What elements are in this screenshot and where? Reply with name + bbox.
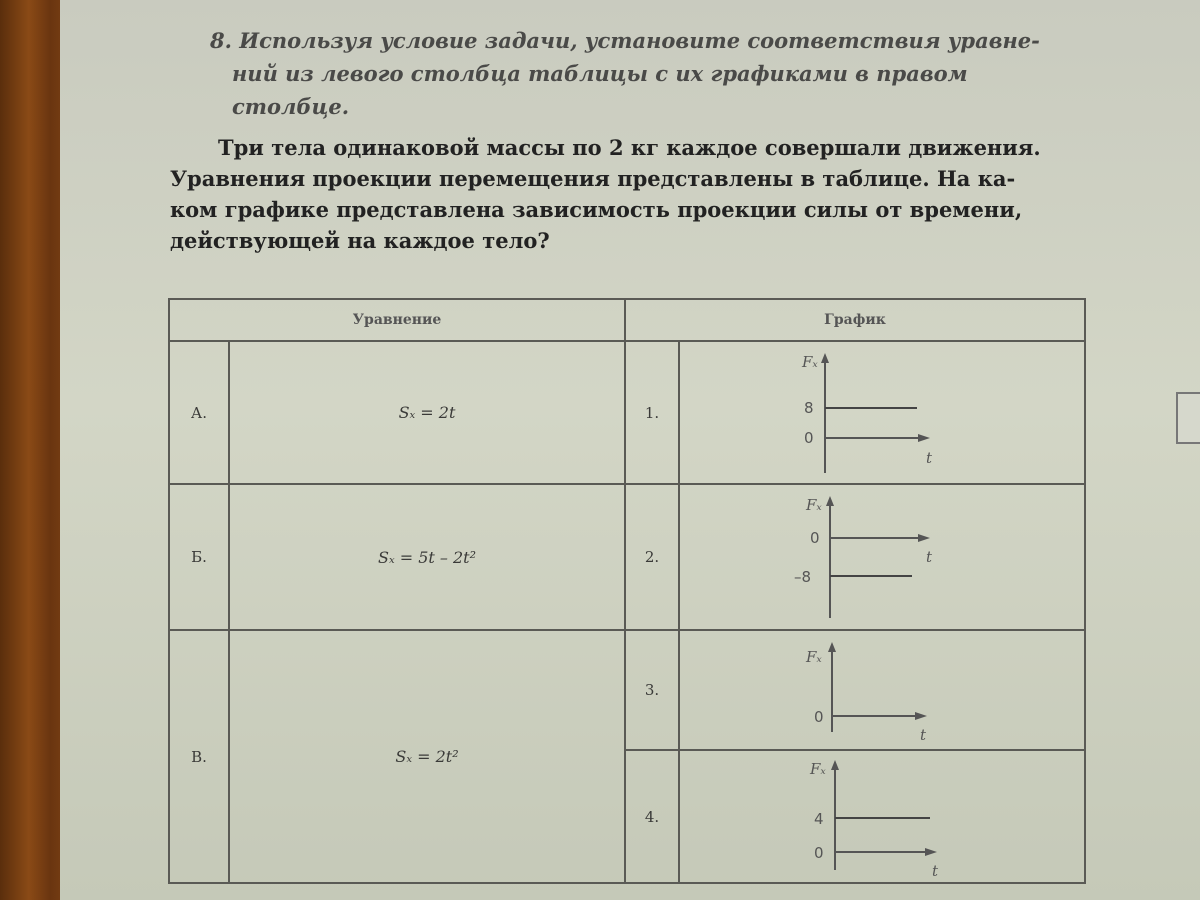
- y-axis-arrow-icon: [821, 353, 829, 363]
- y-axis-label: Fₓ: [806, 496, 822, 514]
- graph-number: 1.: [625, 341, 679, 484]
- equation: Sₓ = 5t – 2t²: [229, 484, 625, 630]
- condition-line-4: действующей на каждое тело?: [170, 228, 550, 253]
- table-row: [169, 484, 1085, 630]
- x-axis-label: t: [932, 861, 939, 880]
- tick-label: 0: [814, 843, 824, 862]
- x-axis-arrow-icon: [925, 848, 937, 856]
- y-axis-label: Fₓ: [810, 759, 826, 778]
- force-graph-4: [680, 752, 1080, 882]
- condition-line-2: Уравнения проекции перемещения представлены в таблице. На ка-: [170, 166, 1016, 191]
- force-graph-3: [680, 632, 1080, 748]
- table-row: [169, 341, 1085, 484]
- condition-line-1: Три тела одинаковой массы по 2 кг каждое совершали движения.: [218, 135, 1041, 160]
- tick-label: 8: [804, 398, 814, 417]
- tick-label: 0: [814, 708, 824, 726]
- y-axis-label: Fₓ: [802, 352, 818, 371]
- graph-cell: [679, 750, 1085, 883]
- x-axis-label: t: [926, 448, 933, 467]
- graph-number: 3.: [625, 630, 679, 750]
- equation: Sₓ = 2t²: [229, 630, 625, 883]
- force-graph-1: [680, 343, 1080, 483]
- row-label: Б.: [169, 484, 229, 630]
- tick-label: 0: [810, 529, 820, 547]
- x-axis-arrow-icon: [918, 534, 930, 542]
- y-axis-arrow-icon: [826, 496, 834, 506]
- header-equation: Уравнение: [169, 299, 625, 341]
- textbook-page: [60, 0, 1200, 900]
- answer-box-edge: [1176, 392, 1200, 444]
- tick-label: 4: [814, 809, 824, 828]
- condition-line-3: ком графике представлена зависимость проекции силы от времени,: [170, 197, 1023, 222]
- row-label: А.: [169, 341, 229, 484]
- task-text: [210, 24, 1070, 123]
- y-axis-arrow-icon: [828, 642, 836, 652]
- graph-number: 4.: [625, 750, 679, 883]
- task-line-2: ний из левого столбца таблицы с их графиками в правом столбце.: [232, 61, 968, 119]
- x-axis-label: t: [920, 726, 927, 744]
- y-axis-arrow-icon: [831, 760, 839, 770]
- x-axis-arrow-icon: [915, 712, 927, 720]
- equation: Sₓ = 2t: [229, 341, 625, 484]
- graph-cell: [679, 630, 1085, 750]
- task-line-1: 8. Используя условие задачи, установите соответствия уравне-: [210, 28, 1040, 53]
- matching-table: [168, 298, 1086, 884]
- tick-label: –8: [794, 568, 812, 586]
- graph-cell: [679, 341, 1085, 484]
- force-graph-2: [680, 486, 1080, 628]
- problem-condition: [170, 132, 1090, 256]
- table-row: [169, 630, 1085, 750]
- graph-number: 2.: [625, 484, 679, 630]
- graph-cell: [679, 484, 1085, 630]
- x-axis-arrow-icon: [918, 434, 930, 442]
- x-axis-label: t: [926, 548, 933, 566]
- header-graph: График: [625, 299, 1085, 341]
- y-axis-label: Fₓ: [806, 648, 822, 666]
- row-label: В.: [169, 630, 229, 883]
- tick-label: 0: [804, 428, 814, 447]
